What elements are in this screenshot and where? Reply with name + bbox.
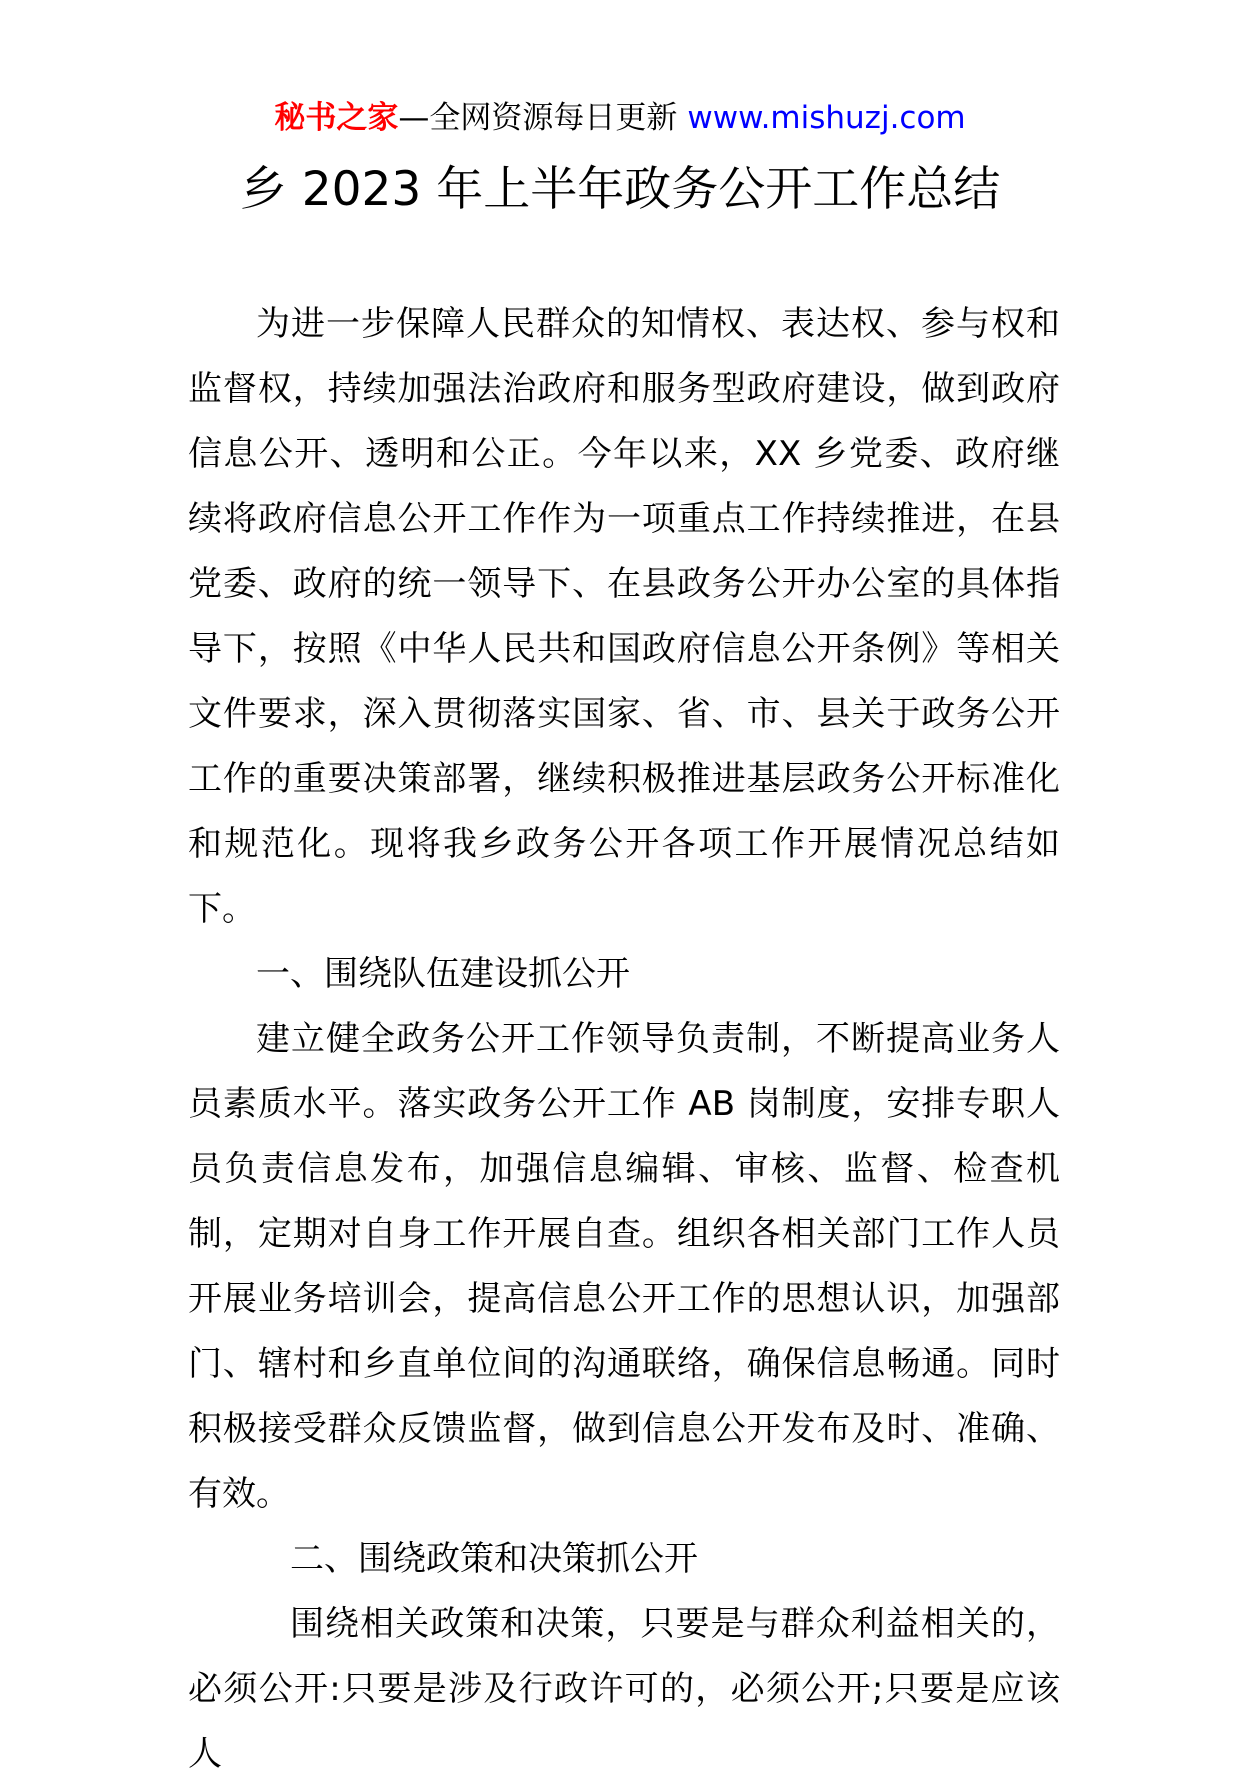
- section-heading-1: 一、围绕队伍建设抓公开: [256, 954, 630, 994]
- section-heading-2: 二、围绕政策和决策抓公开: [290, 1539, 698, 1579]
- section-2-paragraph: 围绕相关政策和决策，只要是与群众利益相关的，必须公开:只要是涉及行政许可的，必须公开;只要是应该人: [188, 1604, 1060, 1774]
- document-title: 乡 2023 年上半年政务公开工作总结: [239, 162, 1001, 217]
- site-tagline: —全网资源每日更新: [398, 100, 678, 136]
- intro-paragraph: 为进一步保障人民群众的知情权、表达权、参与权和监督权，持续加强法治政府和服务型政府建设，做到政府信息公开、透明和公正。今年以来，XX 乡党委、政府继续将政府信息公开工作作为一项重点工作持续推进，在县党委、政府的统一领导下、在县政务公开办公室的具体指导下，按照《中华人民共和国政府信息公开条例》等相关文件要求，深入贯彻落实国家、省、市、县关于政务公开工作的重要决策部署，继续积极推进基层政务公开标准化和规范化。现将我乡政务公开各项工作开展情况总结如下。: [188, 304, 1060, 929]
- section-1-paragraph: 建立健全政务公开工作领导负责制，不断提高业务人员素质水平。落实政务公开工作 AB 岗制度，安排专职人员负责信息发布，加强信息编辑、审核、监督、检查机制，定期对自身工作开展自查。组织各相关部门工作人员开展业务培训会，提高信息公开工作的思想认识，加强部门、辖村和乡直单位间的沟通联络，确保信息畅通。同时积极接受群众反馈监督，做到信息公开发布及时、准确、有效。: [188, 1019, 1060, 1514]
- site-url-link[interactable]: www.mishuzj.com: [687, 100, 966, 136]
- site-name: 秘书之家: [274, 100, 399, 136]
- site-banner: [0, 98, 1240, 138]
- document-body: [188, 292, 1060, 1787]
